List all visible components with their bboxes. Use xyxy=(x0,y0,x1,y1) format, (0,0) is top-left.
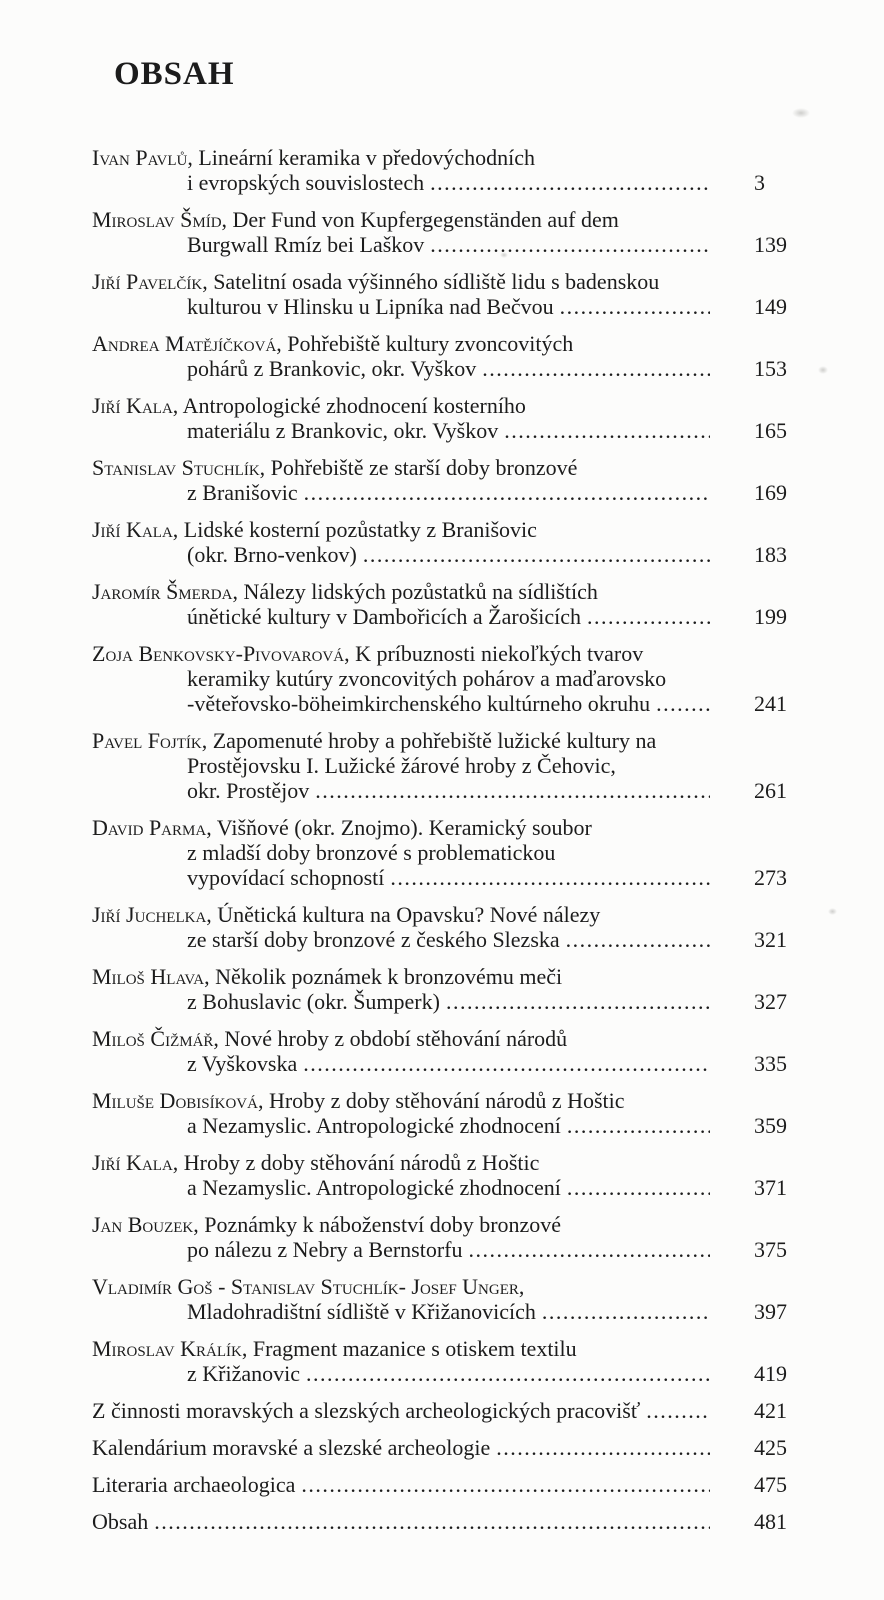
toc-line xyxy=(92,455,798,480)
entry-text: Miroslav Šmíd, Der Fund von Kupfergegenständen auf dem xyxy=(92,207,619,232)
entry-author: Zoja Benkovsky-Pivovarová xyxy=(92,641,345,666)
toc-line xyxy=(92,641,798,666)
page-number: 371 xyxy=(754,1175,787,1200)
page-number: 359 xyxy=(754,1113,787,1138)
toc-line xyxy=(92,753,798,778)
toc-line xyxy=(92,778,798,803)
entry-author: Ivan Pavlů xyxy=(92,145,188,170)
entry-author: Jiří Kala xyxy=(92,517,173,542)
toc-entry xyxy=(92,728,798,803)
entry-author: Miloš Hlava xyxy=(92,964,205,989)
toc-entry xyxy=(92,331,798,381)
page-number: 321 xyxy=(754,927,787,952)
toc-line xyxy=(92,1435,798,1460)
toc-entry xyxy=(92,579,798,629)
toc-line xyxy=(92,1398,798,1423)
toc-entry xyxy=(92,641,798,716)
dot-leader xyxy=(306,1361,710,1386)
entry-text: pohárů z Brankovic, okr. Vyškov xyxy=(187,356,477,381)
entry-text: Vladimír Goš - Stanislav Stuchlík- Josef Unger, xyxy=(92,1274,525,1299)
entry-text: Literaria archaeologica xyxy=(92,1472,296,1497)
dot-leader xyxy=(154,1509,710,1534)
toc-line xyxy=(92,1150,798,1175)
page-number: 397 xyxy=(754,1299,787,1324)
page-number: 375 xyxy=(754,1237,787,1262)
dot-leader xyxy=(496,1435,710,1460)
dot-leader xyxy=(304,480,710,505)
entry-text: (okr. Brno-venkov) xyxy=(187,542,357,567)
toc-line xyxy=(92,331,798,356)
entry-author: Jiří Juchelka xyxy=(92,902,207,927)
entry-author: David Parma xyxy=(92,815,207,840)
toc-entry xyxy=(92,269,798,319)
toc-entry xyxy=(92,145,798,195)
entry-text: z mladší doby bronzové s problematickou xyxy=(187,840,556,865)
toc-entry xyxy=(92,517,798,567)
toc-entry xyxy=(92,1472,798,1497)
toc-line xyxy=(92,269,798,294)
entry-text: Jiří Kala, Antropologické zhodnocení kosterního xyxy=(92,393,526,418)
entry-text: vypovídací schopností xyxy=(187,865,385,890)
entry-text: Jan Bouzek, Poznámky k náboženství doby bronzové xyxy=(92,1212,562,1237)
entry-text: kulturou v Hlinsku u Lipníka nad Bečvou xyxy=(187,294,554,319)
entry-text: z Vyškovska xyxy=(187,1051,298,1076)
toc-entry xyxy=(92,455,798,505)
toc-line xyxy=(92,815,798,840)
toc-line xyxy=(92,1237,798,1262)
page-number: 421 xyxy=(754,1398,787,1423)
entry-text: Z činnosti moravských a slezských archeologických pracovišť xyxy=(92,1398,641,1423)
entry-text: z Branišovic xyxy=(187,480,298,505)
toc-line xyxy=(92,989,798,1014)
page-number: 183 xyxy=(754,542,787,567)
dot-leader xyxy=(469,1237,710,1262)
page-number: 241 xyxy=(754,691,787,716)
toc-line xyxy=(92,145,798,170)
toc-line xyxy=(92,480,798,505)
toc-entry xyxy=(92,1026,798,1076)
scan-artifact xyxy=(818,366,828,374)
dot-leader xyxy=(587,604,710,629)
entry-author: Jiří Kala xyxy=(92,1150,173,1175)
dot-leader xyxy=(430,170,710,195)
entry-text: David Parma, Višňové (okr. Znojmo). Keramický soubor xyxy=(92,815,592,840)
toc-line xyxy=(92,207,798,232)
entry-text: Jiří Kala, Lidské kosterní pozůstatky z Branišovic xyxy=(92,517,537,542)
toc-line xyxy=(92,517,798,542)
toc-line xyxy=(92,542,798,567)
entry-text: Kalendárium moravské a slezské archeologie xyxy=(92,1435,491,1460)
toc-entry xyxy=(92,1509,798,1534)
entry-text: -věteřovsko-böheimkirchenského kultúrneho okruhu xyxy=(187,691,651,716)
entry-author: Andrea Matějíčková xyxy=(92,331,277,356)
dot-leader xyxy=(315,778,710,803)
page-number: 3 xyxy=(754,170,765,195)
entry-author: Vladimír Goš - Stanislav Stuchlík- Josef Unger xyxy=(92,1274,519,1299)
toc-line xyxy=(92,418,798,443)
toc-line xyxy=(92,728,798,753)
entry-text: ze starší doby bronzové z českého Slezska xyxy=(187,927,560,952)
entry-text: Prostějovsku I. Lužické žárové hroby z Čehovic, xyxy=(187,753,616,778)
entry-text: Ivan Pavlů, Lineární keramika v předovýchodních xyxy=(92,145,535,170)
toc-line xyxy=(92,170,798,195)
toc-line xyxy=(92,1472,798,1497)
entry-author: Miroslav Šmíd xyxy=(92,207,222,232)
entry-text: Miloš Čižmář, Nové hroby z období stěhování národů xyxy=(92,1026,568,1051)
entry-author: Jaromír Šmerda xyxy=(92,579,233,604)
entry-text: Miluše Dobisíková, Hroby z doby stěhování národů z Hoštic xyxy=(92,1088,625,1113)
toc-entry xyxy=(92,1435,798,1460)
entry-text: Stanislav Stuchlík, Pohřebiště ze starší doby bronzové xyxy=(92,455,578,480)
page-number: 273 xyxy=(754,865,787,890)
dot-leader xyxy=(482,356,710,381)
toc-line xyxy=(92,1026,798,1051)
dot-leader xyxy=(567,1113,710,1138)
dot-leader xyxy=(390,865,710,890)
entry-text: po nálezu z Nebry a Bernstorfu xyxy=(187,1237,463,1262)
toc-line xyxy=(92,1051,798,1076)
toc-line xyxy=(92,964,798,989)
toc-entries xyxy=(92,145,798,1534)
entry-author: Miroslav Králík xyxy=(92,1336,242,1361)
entry-text: Miroslav Králík, Fragment mazanice s otiskem textilu xyxy=(92,1336,577,1361)
toc-line xyxy=(92,232,798,257)
toc-line xyxy=(92,356,798,381)
entry-author: Pavel Fojtík xyxy=(92,728,202,753)
toc-line xyxy=(92,666,798,691)
page-number: 139 xyxy=(754,232,787,257)
page-number: 149 xyxy=(754,294,787,319)
entry-text: Jiří Pavelčík, Satelitní osada výšinného sídliště lidu s badenskou xyxy=(92,269,660,294)
toc-line xyxy=(92,294,798,319)
toc-line xyxy=(92,865,798,890)
dot-leader xyxy=(656,691,710,716)
dot-leader xyxy=(560,294,710,319)
entry-text: a Nezamyslic. Antropologické zhodnocení xyxy=(187,1113,561,1138)
entry-author: Jiří Pavelčík xyxy=(92,269,203,294)
dot-leader xyxy=(363,542,710,567)
toc-line xyxy=(92,1212,798,1237)
dot-leader xyxy=(446,989,710,1014)
page-title: OBSAH xyxy=(114,56,235,92)
toc-entry xyxy=(92,207,798,257)
dot-leader xyxy=(566,927,710,952)
page-number: 153 xyxy=(754,356,787,381)
dot-leader xyxy=(301,1472,710,1497)
entry-text: únětické kultury v Dambořicích a Žarošicích xyxy=(187,604,582,629)
dot-leader xyxy=(542,1299,710,1324)
toc-line xyxy=(92,691,798,716)
page-number: 261 xyxy=(754,778,787,803)
page-number: 199 xyxy=(754,604,787,629)
dot-leader xyxy=(567,1175,710,1200)
entry-author: Miloš Čižmář xyxy=(92,1026,214,1051)
entry-author: Jiří Kala xyxy=(92,393,173,418)
dot-leader xyxy=(430,232,710,257)
toc-entry xyxy=(92,964,798,1014)
dot-leader xyxy=(504,418,710,443)
toc-entry xyxy=(92,1088,798,1138)
toc-line xyxy=(92,1175,798,1200)
toc-line xyxy=(92,1299,798,1324)
toc-entry xyxy=(92,1212,798,1262)
entry-text: Miloš Hlava, Několik poznámek k bronzovému meči xyxy=(92,964,563,989)
entry-text: Mladohradištní sídliště v Křižanovicích xyxy=(187,1299,536,1324)
toc-entry xyxy=(92,1150,798,1200)
toc-entry xyxy=(92,815,798,890)
entry-text: Zoja Benkovsky-Pivovarová, K príbuznosti niekoľkých tvarov xyxy=(92,641,644,666)
toc-line xyxy=(92,579,798,604)
toc-entry xyxy=(92,902,798,952)
page-number: 327 xyxy=(754,989,787,1014)
page-number: 419 xyxy=(754,1361,787,1386)
entry-author: Stanislav Stuchlík xyxy=(92,455,260,480)
entry-text: keramiky kutúry zvoncovitých pohárov a maďarovsko xyxy=(187,666,667,691)
page-number: 475 xyxy=(754,1472,787,1497)
toc-entry xyxy=(92,393,798,443)
entry-text: Jiří Juchelka, Únětická kultura na Opavsku? Nové nálezy xyxy=(92,902,601,927)
dot-leader xyxy=(303,1051,710,1076)
toc-line xyxy=(92,1509,798,1534)
entry-text: okr. Prostějov xyxy=(187,778,310,803)
entry-text: Burgwall Rmíz bei Laškov xyxy=(187,232,425,257)
page-number: 481 xyxy=(754,1509,787,1534)
page-number: 425 xyxy=(754,1435,787,1460)
toc-line xyxy=(92,604,798,629)
page-number: 165 xyxy=(754,418,787,443)
page-content xyxy=(92,0,798,1546)
toc-line xyxy=(92,393,798,418)
entry-text: z Bohuslavic (okr. Šumperk) xyxy=(187,989,440,1014)
entry-text: materiálu z Brankovic, okr. Vyškov xyxy=(187,418,499,443)
toc-line xyxy=(92,1113,798,1138)
entry-author: Jan Bouzek xyxy=(92,1212,194,1237)
toc-line xyxy=(92,840,798,865)
toc-line xyxy=(92,927,798,952)
entry-text: Obsah xyxy=(92,1509,149,1534)
toc-line xyxy=(92,1088,798,1113)
toc-entry xyxy=(92,1336,798,1386)
entry-text: Andrea Matějíčková, Pohřebiště kultury zvoncovitých xyxy=(92,331,574,356)
entry-text: a Nezamyslic. Antropologické zhodnocení xyxy=(187,1175,561,1200)
toc-entry xyxy=(92,1274,798,1324)
entry-text: Pavel Fojtík, Zapomenuté hroby a pohřebiště lužické kultury na xyxy=(92,728,657,753)
entry-text: Jiří Kala, Hroby z doby stěhování národů z Hoštic xyxy=(92,1150,540,1175)
entry-text: z Křižanovic xyxy=(187,1361,300,1386)
toc-line xyxy=(92,1361,798,1386)
entry-text: Jaromír Šmerda, Nálezy lidských pozůstatků na sídlištích xyxy=(92,579,598,604)
toc-entry xyxy=(92,1398,798,1423)
page-number: 335 xyxy=(754,1051,787,1076)
toc-line xyxy=(92,902,798,927)
toc-line xyxy=(92,1274,798,1299)
dot-leader xyxy=(646,1398,710,1423)
entry-text: i evropských souvislostech xyxy=(187,170,425,195)
page-number: 169 xyxy=(754,480,787,505)
entry-author: Miluše Dobisíková xyxy=(92,1088,258,1113)
toc-line xyxy=(92,1336,798,1361)
scan-artifact xyxy=(828,908,837,915)
